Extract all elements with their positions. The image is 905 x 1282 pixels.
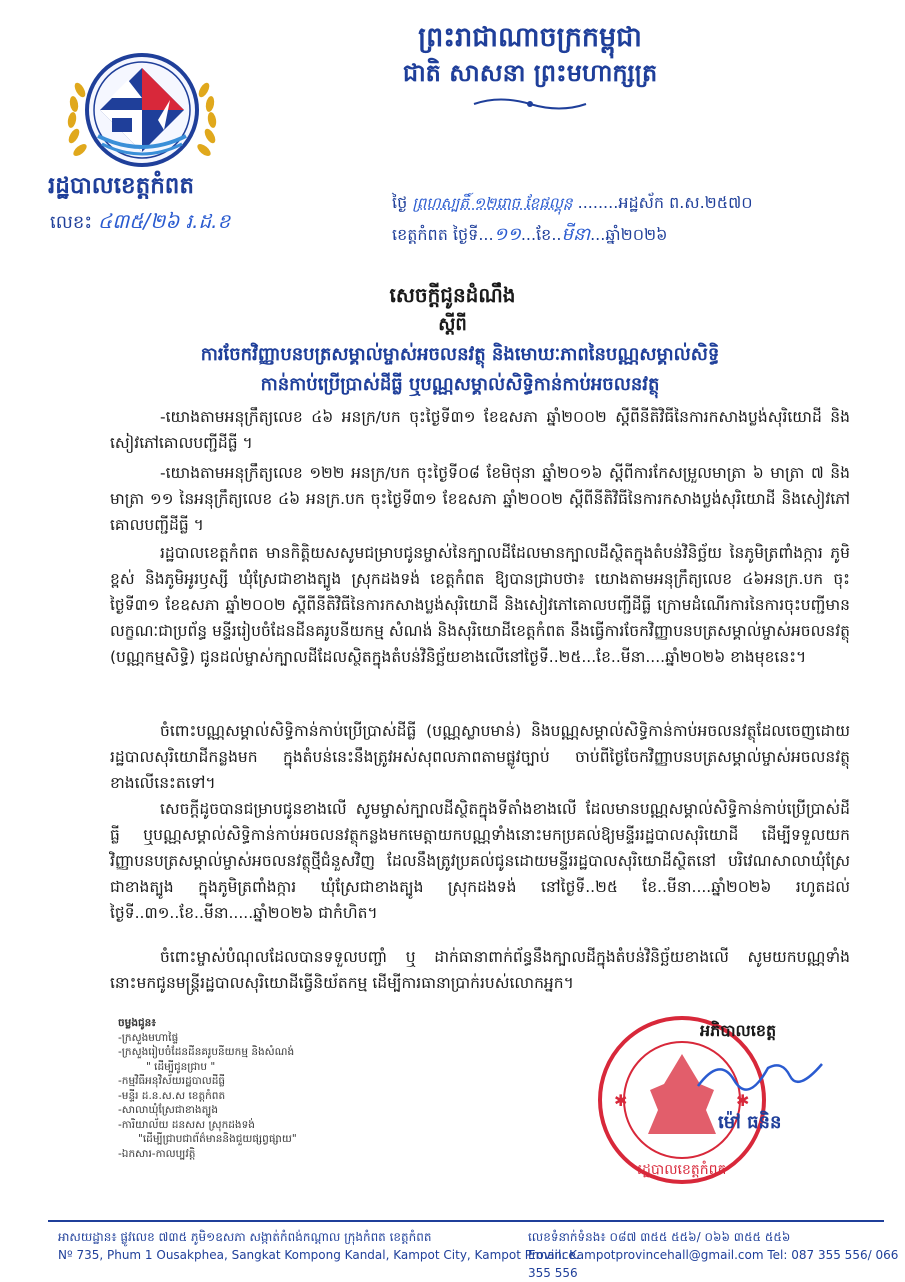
notice-paragraph-validity: ចំពោះបណ្ណសម្គាល់សិទ្ធិកាន់កាប់ប្រើប្រាស់ដីធ្លី (បណ្ណស្លាបមាន់) និងបណ្ណសម្គាល់សិទ្ធិកាន់កាប់អចលនវត្ថុដែលចេញដោយរដ្ឋបាលសុរិយោដីកន្លងមក ក្នុងតំបន់នេះនឹងត្រូវអស់សុពលភាពតាមផ្លូវច្បាប់ ចាប់ពីថ្ងៃចែកវិញ្ញាបនបត្រសម្គាល់ម្ចាស់អចលនវត្ថុខាងលើនេះតទៅ។: [110, 722, 850, 792]
footer-divider: [48, 1220, 884, 1222]
notice-paragraph-instructions: សេចក្តីដូចបានជម្រាបជូនខាងលើ សូមម្ចាស់ក្បាលដីស្ថិតក្នុងទីតាំងខាងលើ ដែលមានបណ្ណសម្គាល់សិទ្ធិកាន់កាប់ប្រើប្រាស់ដីធ្លី ឬបណ្ណសម្គាល់សិទ្ធិកាន់កាប់អចលនវត្ថុកន្លងមកមេត្តាយកបណ្ណទាំងនោះមកប្រគល់ឱ្យមន្ទីររដ្ឋបាលសុរិយោដី ដើម្បីទទួលយកវិញ្ញាបនបត្រសម្គាល់ម្ចាស់អចលនវត្ថុថ្មីជំនួសវិញ ដែលនឹងត្រូវប្រគល់ជូនដោយមន្ទីររដ្ឋបាលសុរិយោដីស្ថិតនៅ បរិវេណសាលាឃុំស្រែជាខាងត្បូង ក្នុងភូមិត្រពាំងក្ការ ឃុំស្រែជាខាងត្បូង ស្រុកដងទង់ នៅថ្ងៃទី..២៥ ខែ..មីនា....ឆ្នាំ២០២៦ រហូតដល់ថ្ងៃទី..៣១..ខែ..មីនា.....ឆ្នាំ២០២៦ ជាកំហិត។: [110, 800, 850, 922]
cc-title: ចម្លងជូន៖: [118, 1017, 156, 1029]
cc-item: -ឯកសារ-កាលប្បវត្តិ: [118, 1147, 196, 1160]
signatory-title: អភិបាលខេត្ត: [700, 1021, 777, 1040]
seal-text: រដ្ឋបាលខេត្តកំពត: [637, 1162, 727, 1178]
notice-paragraph-main: រដ្ឋបាលខេត្តកំពត មានកិត្តិយសសូមជម្រាបជូនម្ចាស់នៃក្បាលដីដែលមានក្បាលដីស្ថិតក្នុងតំបន់វិនិច្ឆ័យ នៃភូមិត្រពាំងក្ការ ភូមិខ្ពស់ និងភូមិអូរឫស្សី ឃុំស្រែជាខាងត្បូង ស្រុកដងទង់ ខេត្តកំពត ឱ្យបានជ្រាបថា៖ យោងតាមអនុក្រឹត្យលេខ ៤៦អនក្រ.បក ចុះថ្ងៃទី៣១ ខែឧសភា ឆ្នាំ២០០២ ស្តីពីនីតិវិធីនៃការកសាងប្លង់សុរិយោដី និងសៀវភៅគោលបញ្ជីដីធ្លី ក្រោមដំណើរការនៃការចុះបញ្ជីមានលក្ខណៈជាប្រព័ន្ធ មន្ទីររៀបចំដែនដីនគរូបនីយកម្ម សំណង់ និងសុរិយោដីខេត្តកំពត នឹងធ្វើការចែកវិញ្ញាបនបត្រសម្គាល់ម្ចាស់អចលនវត្ថុ (បណ្ណកម្មសិទ្ធិ) ជូនដល់ម្ចាស់ក្បាលដីដែលស្ថិតក្នុងតំបន់វិនិច្ឆ័យខាងលើនៅថ្ងៃទី..២៥...ខែ..មីនា....ឆ្នាំ២០២៦ ខាងមុខនេះ។: [110, 544, 850, 666]
footer-address: [58, 1228, 580, 1264]
kingdom-heading: ព្រះរាជាណាចក្រកម្ពុជា: [418, 22, 642, 53]
footer-contact: [528, 1228, 905, 1282]
cc-item: " ដើម្បីជូនជ្រាប ": [146, 1060, 216, 1073]
footer-contact-en: Email: Kampotprovincehall@gmail.com Tel: 087 355 556/ 066 355 556: [528, 1248, 899, 1280]
reference-number: [50, 208, 230, 238]
lunar-date-handwritten: ព្រហស្បតិ៍ ១២រោច ខែផល្គុន: [412, 194, 573, 212]
solar-date: [392, 222, 667, 249]
subject-line-1: ការចែកវិញ្ញាបនបត្រសម្គាល់ម្ចាស់អចលនវត្ថុ និងមោឃៈភាពនៃបណ្ណសម្គាល់សិទ្ធិ: [200, 344, 720, 365]
cc-item: -សាលាឃុំស្រែជាខាងត្បូង: [118, 1104, 219, 1116]
provincial-emblem: [58, 40, 226, 168]
footer-address-kh: អាសយដ្ឋាន៖ ផ្លូវលេខ ៧៣៥ ភូមិ១ឧសភា សង្កាត់កំពង់កណ្តាល ក្រុងកំពត ខេត្តកំពត: [58, 1230, 432, 1244]
signatory-name: ម៉ៅ ធនិន: [718, 1112, 782, 1133]
lunar-date: [392, 192, 753, 216]
legal-basis-1: -យោងតាមអនុក្រឹត្យលេខ ៤៦ អនក្រ/បក ចុះថ្ងៃទី៣១ ខែឧសភា ឆ្នាំ២០០២ ស្តីពីនីតិវិធីនៃការកសាងប្លង់សុរិយោដី និងសៀវភៅគោលបញ្ជីដីធ្លី ។: [110, 408, 850, 452]
notice-paragraph-creditors: ចំពោះម្ចាស់បំណុលដែលបានទទួលបញ្ចាំ ឬ ដាក់ធានាពាក់ព័ន្ធនឹងក្បាលដីក្នុងតំបន់វិនិច្ឆ័យខាងលើ សូមយកបណ្ណទាំងនោះមកជូនមន្ត្រីរដ្ឋបាលសុរិយោដីធ្វើនិយ័តកម្ម ដើម្បីការធានាប្រាក់របស់លោកអ្នក។: [110, 948, 850, 992]
carbon-copy-list: [118, 1016, 297, 1161]
reference-label: លេខះ: [50, 212, 93, 233]
footer-phone-kh: លេខទំនាក់ទំនង៖ ០៨៧ ៣៥៥ ៥៥៦/ ០៦៦ ៣៥៥ ៥៥៦: [528, 1230, 791, 1244]
lunar-date-suffix: ........អដ្ឋស័ក ព.ស.២៥៧០: [577, 193, 753, 212]
svg-text:✱: ✱: [614, 1091, 628, 1110]
national-motto: ជាតិ សាសនា ព្រះមហាក្សត្រ: [402, 59, 658, 87]
cc-item: -ការិយាល័យ ដនសស ស្រុកដងទង់: [118, 1118, 255, 1131]
solar-date-suffix: ...ឆ្នាំ២០២៦: [590, 225, 668, 244]
motto-ornament: [470, 96, 590, 110]
cc-item: -មន្ទីរ ដ.ន.ស.ស ខេត្តកំពត: [118, 1089, 226, 1102]
legal-basis-2: -យោងតាមអនុក្រឹត្យលេខ ១២២ អនក្រ/បក ចុះថ្ងៃទី០៨ ខែមិថុនា ឆ្នាំ២០១៦ ស្តីពីការកែសម្រួលមាត្រា ៦ មាត្រា ៧ និងមាត្រា ១១ នៃអនុក្រឹត្យលេខ ៤៦ អនក្រ.បក ចុះថ្ងៃទី៣១ ខែឧសភា ឆ្នាំ២០០២ ស្តីពីនីតិវិធីនៃការកសាងប្លង់សុរិយោដី និងសៀវភៅគោលបញ្ជីដីធ្លី ។: [110, 464, 850, 534]
footer-address-en: Nº 735, Phum 1 Ousakphea, Sangkat Kompong Kandal, Kampot City, Kampot Province.: [58, 1248, 580, 1262]
solar-date-prefix: ខេត្តកំពត ថ្ងៃទី...: [392, 225, 494, 244]
solar-date-month: មីនា: [561, 224, 591, 245]
notice-title: សេចក្តីជូនដំណឹង: [389, 283, 516, 307]
solar-date-day: ១១: [493, 224, 521, 245]
solar-date-mid: ...ខែ..: [520, 225, 562, 244]
notice-subject: [150, 340, 770, 400]
subject-line-2: កាន់កាប់ប្រើប្រាស់ដីធ្លី ឬបណ្ណសម្គាល់សិទ្ធិកាន់កាប់អចលនវត្ថុ: [260, 374, 660, 395]
notice-about: ស្តីពី: [438, 314, 467, 335]
svg-text:✱: ✱: [736, 1091, 750, 1110]
cc-item: -ក្រសួងរៀបចំដែនដីនគរូបនីយកម្ម និងសំណង់: [118, 1046, 295, 1058]
reference-value: ៤៣៥/២៦ រ.ដ.ខ: [97, 209, 231, 233]
lunar-date-prefix: ថ្ងៃ: [392, 193, 408, 212]
handwritten-signature: [690, 1046, 830, 1106]
issuing-authority: រដ្ឋបាលខេត្តកំពត: [48, 173, 194, 199]
cc-item: -ក្រសួងមហាផ្ទៃ: [118, 1031, 179, 1044]
cc-item: -កម្មវិធីអនុវិស័យរដ្ឋបាលដីធ្លី: [118, 1075, 226, 1087]
cc-item: "ដើម្បីជ្រាបជាព័ត៌មាននិងជួយផ្សព្វផ្សាយ": [138, 1133, 297, 1145]
